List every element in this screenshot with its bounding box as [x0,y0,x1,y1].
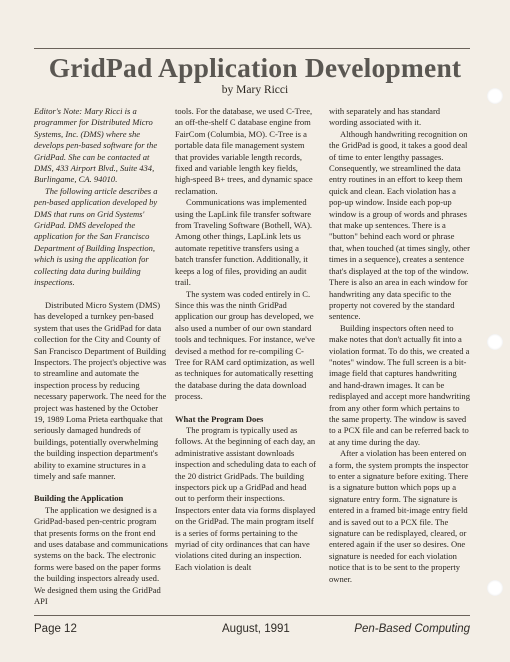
body-paragraph: tools. For the database, we used C-Tree, an off-the-shelf C database engine from FairCom (Columbia, MO). C-Tree is a portable data file management system that provides variable length records, fixed and variable length key fields, high-speed B+ trees, and dynamic space reclamation. [175,106,313,196]
page-number: Page 12 [34,623,77,635]
column-1 [34,106,168,607]
issue-date: August, 1991 [222,623,290,635]
body-paragraph: The system was coded entirely in C. Since this was the ninth GridPad application our group has developed, we also used a number of our own standard tools and techniques. For instance, we've devised a method for re-compiling C-Tree for RAM card optimization, as well as techniques for automatically resetting the database during the data download process. [175,288,315,402]
section-heading-building: Building the Application [34,493,124,504]
magazine-name: Pen-Based Computing [354,623,470,635]
section-heading-program: What the Program Does [175,413,264,424]
body-paragraph: with separately and has standard wording associated with it. [329,106,441,128]
article-byline: by Mary Ricci [221,84,289,96]
binder-hole-bottom [487,580,503,596]
body-paragraph: After a violation has been entered on a form, the system prompts the inspector to enter a signature before exiting. There is a signature button which pops up a signature entry form. The signature is entered in a framed bit-image entry field and is saved out to a PCX file. The signature can be redisplayed, cleared, or entered again if the user so desires. One signature is needed for each violation notice that is to be sent to the property owner. [329,448,469,584]
binder-hole-middle [487,334,503,350]
bottom-rule [34,615,470,616]
column-3 [329,106,470,585]
top-rule [34,48,470,49]
body-paragraph: Distributed Micro System (DMS) has developed a turnkey pen-based system that uses the GridPad for data collection for the City and County of San Francisco Department of Building Inspectors. The project's objective was to streamline and automate the inspection process by reducing necessary paperwork. The need for the project was hastened by the October 19, 1989 Loma Prieta earthquake that seriously damaged hundreds of buildings, potentially overwhelming the building inspection department's ability to examine structures in a timely and safe manner. [34,299,167,481]
article-title: GridPad Application Development [48,52,462,83]
body-paragraph: Although handwriting recognition on the GridPad is good, it takes a good deal of time to enter lengthy passages. Consequently, we streamlined the data entry routines in an effort to keep them quick and clean. Each violation has a pop-up window. Inside each pop-up window is a group of words and phrases that make up sentences. There is a "button" behind each word or phrase that, when touched (at times singly, other times in a sequence), creates a sentence that's displayed at the top of the window. There is also an area in each window for handwriting any data specific to the property not covered by the standard sentence. [329,128,470,322]
body-paragraph: Building inspectors often need to make notes that don't actually fit into a violation format. To do this, we created a "notes" window. The full screen is a bit-image field that captures handwriting and hand-drawn images. It can be redisplayed and accept more handwriting from any other form which pertains to the same property. The window is saved to a PCX file and can be referred back to at any time during the day. [329,322,470,447]
editors-note: Editor's Note: Mary Ricci is a programmer for Distributed Micro Systems, Inc. (DMS) where she develops pen-based software for the GridPad. She can be contacted at DMS, 433 Airport Blvd., Suite 434, Burlingame, CA. 94010. [34,106,158,185]
body-paragraph: The program is typically used as follows. At the beginning of each day, an administrative assistant downloads inspection and scheduling data to each of the 20 district GridPads. The building inspectors pick up a GridPad and head out to perform their inspections. Inspectors enter data via forms displayed on the GridPad. The main program itself is a series of forms pertaining to the myriad of city ordinances that can have violations cited during an inspection. Each violation is dealt [175,424,316,572]
article-intro-note: The following article describes a pen-based application developed by DMS that runs on Grid Systems' GridPad. DMS developed the application for the San Francisco Department of Building Inspection, which is using the application for collecting data during building inspections. [34,185,158,288]
column-2 [175,106,316,573]
body-paragraph: Communications was implemented using the LapLink file transfer software from Traveling Software (Bothell, WA). Among other things, LapLink lets us automate repetitive transfers using a batch transfer function. Additionally, it keeps a log of files, providing an audit trail. [175,197,313,288]
body-paragraph: The application we designed is a GridPad-based pen-centric program that presents forms on the front end and uses database and communications systems on the back. The electronic forms were based on the paper forms the building inspectors already used. We designed them using the GridPad API [34,504,168,607]
